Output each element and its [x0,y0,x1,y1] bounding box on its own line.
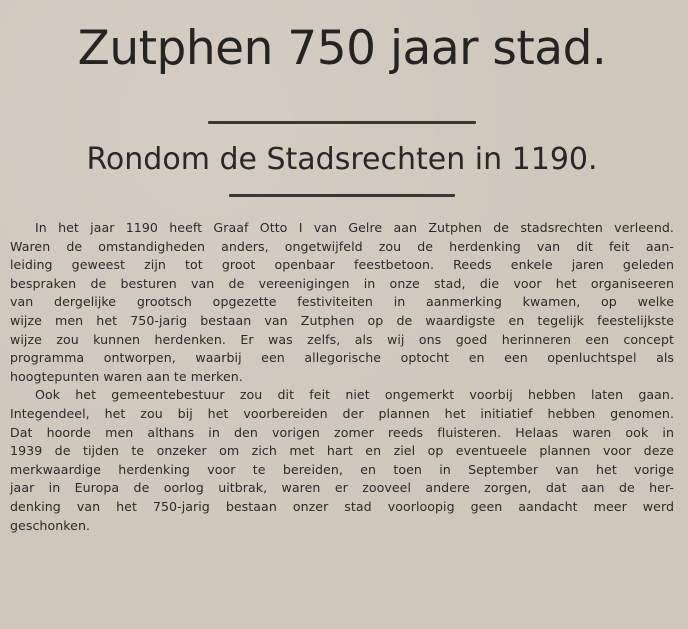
text-line: leiding geweest zijn tot groot openbaar feestbetoon. Reeds enkele jaren geleden [10,257,674,273]
text-line: 1939 de tijden te onzeker om zich met hart en ziel op eventueele plannen voor deze [10,443,674,459]
text-line: merkwaardige herdenking voor te bereiden, en toen in September van het vorige [10,461,674,477]
text-line: hoogtepunten waren aan te merken. [10,368,243,384]
article-body [10,219,674,535]
headline-divider [208,121,476,124]
paragraph-1 [10,219,674,386]
text-line: wijze men het 750-jarig bestaan van Zutphen op de waardigste en tegelijk feestelijkste [10,312,674,328]
text-line: bespraken de besturen van de vereenigingen in onze stad, die voor het organiseeren [10,275,674,291]
text-line: Waren de omstandigheden anders, ongetwijfeld zou de herdenking van dit feit aan- [10,238,674,254]
subheadline: Rondom de Stadsrechten in 1190. [86,142,598,177]
text-line: programma ontworpen, waarbij een allegorische optocht en een openluchtspel als [10,350,674,366]
text-line: geschonken. [10,517,91,533]
paragraph-2 [10,386,674,535]
text-line: Dat hoorde men althans in den vorigen zomer reeds fluisteren. Helaas waren ook in [10,424,674,440]
subheadline-divider [229,194,455,197]
text-line: van dergelijke grootsch opgezette festiviteiten in aanmerking kwamen, op welke [10,294,674,310]
text-line: wijze zou kunnen herdenken. Er was zelfs, als wij ons goed herinneren een concept [10,331,674,347]
text-line: denking van het 750-jarig bestaan onzer stad voorloopig geen aandacht meer werd [10,498,674,514]
text-line: In het jaar 1190 heeft Graaf Otto I van Gelre aan Zutphen de stadsrechten verleend. [35,220,674,235]
text-line: Integendeel, het zou bij het voorbereiden der plannen het initiatief hebben genomen. [10,405,674,421]
text-line: Ook het gemeentebestuur zou dit feit niet ongemerkt voorbij hebben laten gaan. [35,387,674,403]
headline: Zutphen 750 jaar stad. [77,21,607,76]
text-line: jaar in Europa de oorlog uitbrak, waren er zooveel andere zorgen, dat aan de her- [10,480,674,496]
